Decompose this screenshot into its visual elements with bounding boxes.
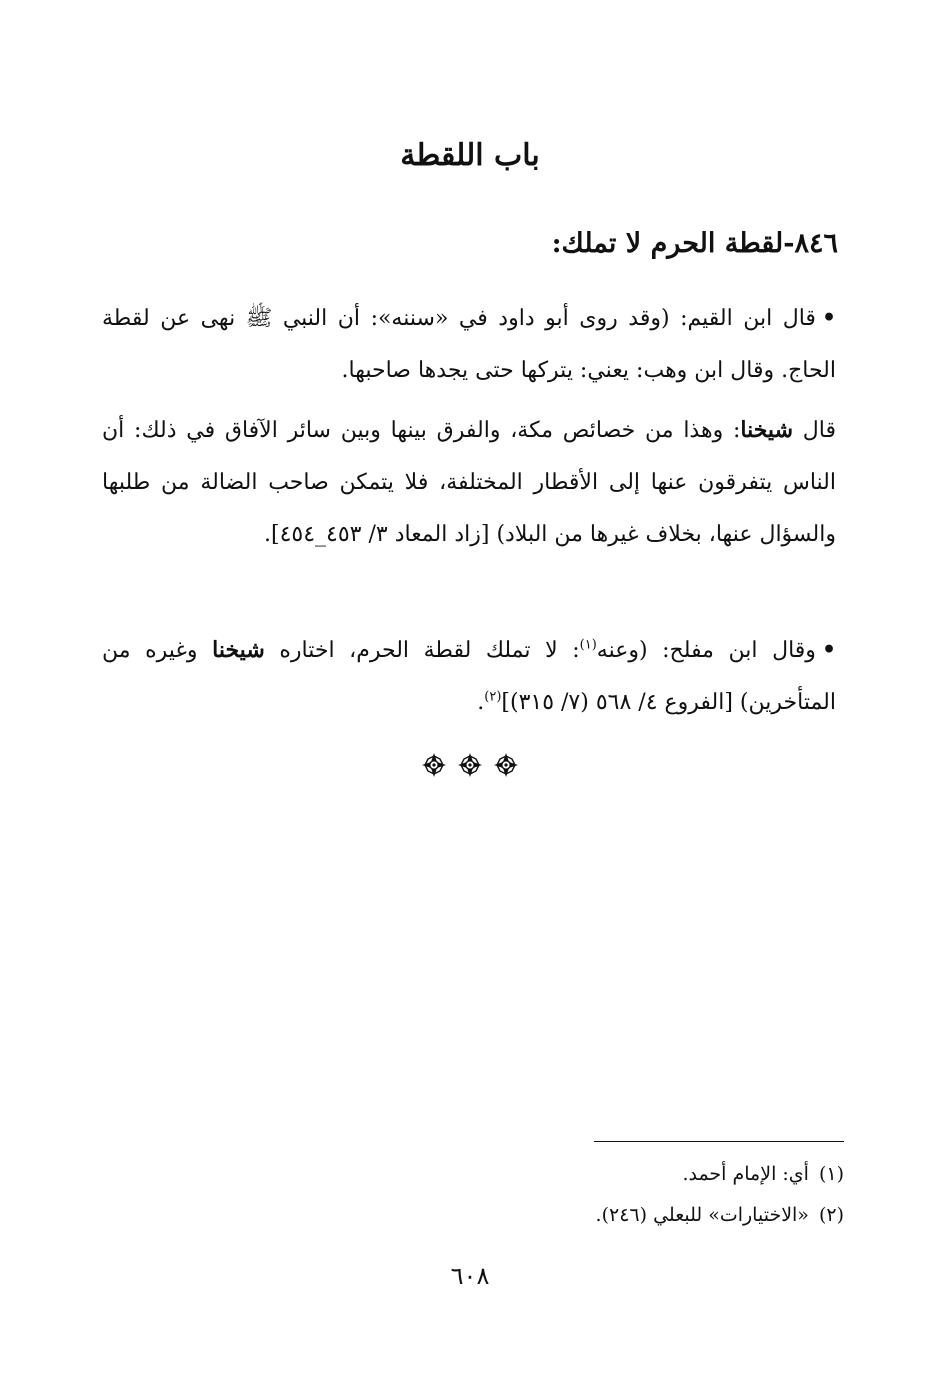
flower-ornament-icon xyxy=(493,752,519,778)
paragraph-text: وغيره من المتأخرين) [الفروع ٤/ ٥٦٨ (٧/ ٣١٥)] xyxy=(102,638,836,715)
paragraph-shaykhuna xyxy=(102,404,836,561)
footnote-ref-1[interactable]: (١) xyxy=(579,637,597,653)
footnote-ref-2[interactable]: (٢) xyxy=(484,689,502,705)
footnote-1 xyxy=(244,1159,844,1189)
bullet-marker: • xyxy=(821,637,836,663)
paragraph-text: وقال ابن مفلح: (وعنه xyxy=(596,638,816,663)
paragraph-ibn-muflih xyxy=(102,624,836,729)
paragraph-ibn-al-qayyim xyxy=(102,292,836,397)
paragraph-end: . xyxy=(477,690,485,715)
chapter-title: باب اللقطة xyxy=(400,138,540,173)
section-dash: - xyxy=(783,228,795,259)
paragraph-text: : لا تملك لقطة الحرم، اختاره xyxy=(279,638,580,663)
page-number: ٦٠٨ xyxy=(450,1262,490,1290)
flower-ornament-icon xyxy=(421,752,447,778)
section-title: لقطة الحرم لا تملك: xyxy=(551,228,784,259)
footnote-separator xyxy=(594,1141,844,1142)
section-heading xyxy=(98,228,838,259)
bold-term: شيخنا xyxy=(212,637,265,663)
paragraph-text: قال ابن القيم: (وقد روى أبو داود في «سننه»: أن النبي ﷺ نهى عن لقطة الحاج. وقال ابن وهب: يعني: يتركها حتى يجدها صاحبها. xyxy=(102,306,836,383)
footnote-number: (٢) xyxy=(818,1204,844,1226)
bold-term: شيخنا xyxy=(740,417,794,443)
footnote-text: أي: الإمام أحمد. xyxy=(682,1163,809,1185)
paragraph-lead: قال xyxy=(802,418,837,443)
paragraph-text: : وهذا من خصائص مكة، والفرق بينها وبين سائر الآفاق في ذلك: أن الناس يتفرقون عنها إلى الأقطار المختلفة، فلا يتمكن صاحب الضالة من طلبها والسؤال عنها، بخلاف غيرها من البلاد) [زاد المعاد ٣/ ٤٥٣_٤٥٤]. xyxy=(102,418,836,547)
section-number: ٨٤٦ xyxy=(794,228,838,259)
footnote-number: (١) xyxy=(818,1163,844,1185)
bullet-marker: • xyxy=(821,305,836,331)
footnote-2 xyxy=(244,1200,844,1230)
section-divider-ornaments xyxy=(0,752,940,778)
flower-ornament-icon xyxy=(457,752,483,778)
footnote-text: «الاختيارات» للبعلي (٢٤٦). xyxy=(595,1204,809,1226)
